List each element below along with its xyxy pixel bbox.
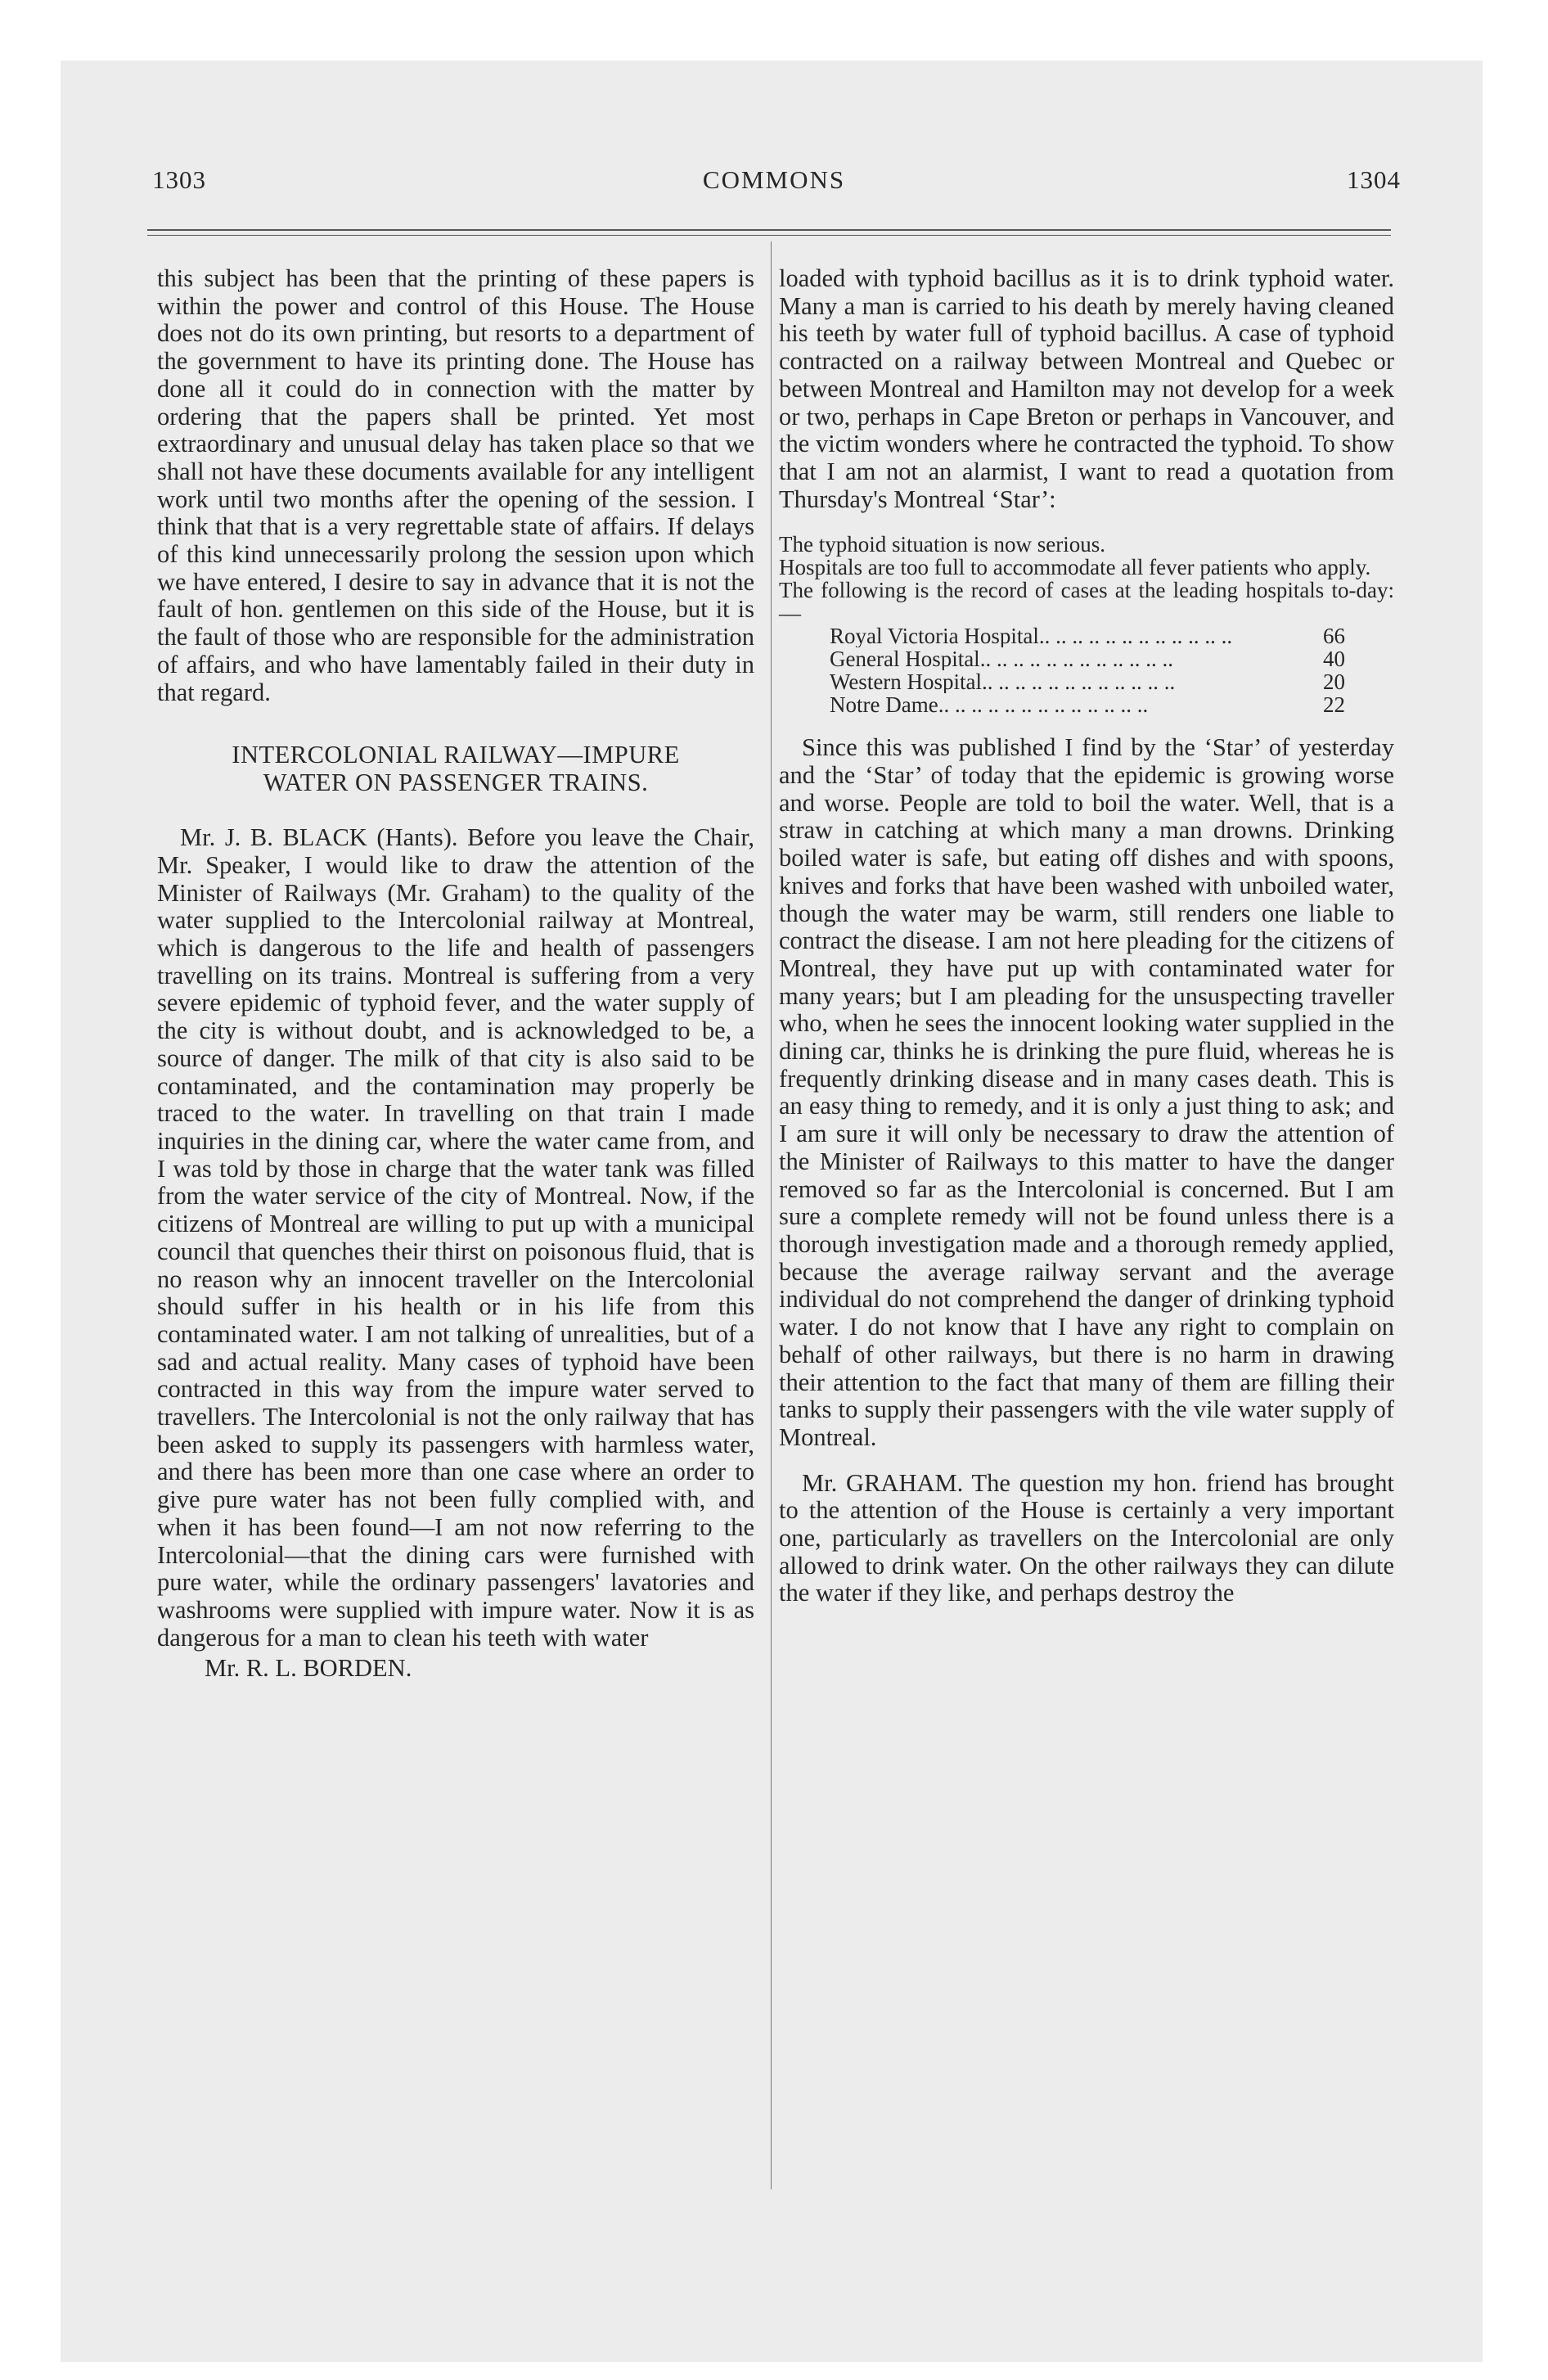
hospital-name: Notre Dame.. .. .. .. .. .. .. .. .. .. .. .. ..	[830, 693, 1149, 717]
case-count: 20	[1323, 669, 1345, 695]
quote-line: Hospitals are too full to accommodate all fever patients who apply.	[779, 555, 1371, 580]
section-heading-line-1: INTERCOLONIAL RAILWAY—IMPURE	[232, 741, 680, 769]
paragraph-graham-reply: Mr. GRAHAM. The question my hon. friend has brought to the attention of the House is certainly a very important one, particularly as travellers on the Intercolonial are only allowed to drink water. On the other railways they can dilute the water if they like, and perhaps destroy the	[779, 1468, 1394, 1607]
table-row	[830, 693, 1394, 716]
hospital-name: General Hospital.. .. .. .. .. .. .. .. .. .. .. ..	[830, 647, 1173, 671]
paragraph-continued-speech: loaded with typhoid bacillus as it is to drink typhoid water. Many a man is carried to his death by merely having cleaned his teeth by water full of typhoid bacillus. A case of typhoid contracted on a railway between Montreal and Quebec or between Montreal and Hamilton may not develop for a week or two, perhaps in Cape Breton or perhaps in Vancouver, and the victim wonders where he contracted the typhoid. To show that I am not an alarmist, I want to read a quotation from Thursday's Montreal ‘Star’:	[779, 264, 1394, 513]
paragraph-continuation: this subject has been that the printing of these papers is within the power and control of this House. The House does not do its own printing, but resorts to a department of the government to have its printing done. The House has done all it could do in connection with the matter by ordering that the papers shall be printed. Yet most extraordinary and unusual delay has taken place so that we shall not have these documents available for any intelligent work until two months after the opening of the session. I think that that is a very regrettable state of affairs. If delays of this kind unnecessarily prolong the session upon which we have entered, I desire to say in advance that it is not the fault of hon. gentlemen on this side of the House, but it is the fault of those who are responsible for the administration of affairs, and who have lamentably failed in their duty in that regard.	[157, 264, 754, 706]
column-divider	[771, 241, 772, 2189]
page-number-right: 1304	[1347, 165, 1401, 194]
quote-line: The following is the record of cases at the leading hospitals to-day:—	[779, 578, 1394, 626]
speaker-signature: Mr. R. L. BORDEN.	[205, 1654, 412, 1683]
newspaper-quotation	[779, 533, 1394, 716]
section-heading-line-2: WATER ON PASSENGER TRAINS.	[263, 769, 649, 797]
table-row	[830, 670, 1394, 693]
paragraph-after-quote: Since this was published I find by the ‘Star’ of yesterday and the ‘Star’ of today that the epidemic is growing worse and worse. People are told to boil the water. Well, that is a straw in catching at which many a man drowns. Drinking boiled water is safe, but eating off dishes and with spoons, knives and forks that have been washed with unboiled water, though the water may be warm, still renders one liable to contract the disease. I am not here pleading for the citizens of Montreal, they have put up with contaminated water for many years; but I am pleading for the unsuspecting traveller who, when he sees the innocent looking water supplied in the dining car, thinks he is drinking the pure fluid, whereas he is frequently drinking disease and in many cases death. This is an easy thing to remedy, and it is only a just thing to ask; and I am sure it will only be necessary to draw the attention of the Minister of Railways to this matter to have the danger removed so far as the Intercolonial is concerned. But I am sure a complete remedy will not be found unless there is a thorough investigation made and a thorough remedy applied, because the average railway servant and the average individual do not comprehend the danger of drinking typhoid water. I do not know that I have any right to complain on behalf of other railways, but there is no harm in drawing their attention to the fact that many of them are filling their tanks to supply their passengers with the vile water supply of Montreal.	[779, 733, 1394, 1451]
header-rule-thin	[147, 235, 1391, 236]
paragraph-black-speech: Mr. J. B. BLACK (Hants). Before you leave the Chair, Mr. Speaker, I would like to draw the attention of the Minister of Railways (Mr. Graham) to the quality of the water supplied to the Intercolonial railway at Montreal, which is dangerous to the life and health of passengers travelling on its trains. Montreal is suffering from a very severe epidemic of typhoid fever, and the water supply of the city is without doubt, and is acknowledged to be, a source of danger. The milk of that city is also said to be contaminated, and the contamination may properly be traced to the water. In travelling on that train I made inquiries in the dining car, where the water came from, and I was told by those in charge that the water tank was filled from the water service of the city of Montreal. Now, if the citizens of Montreal are willing to put up with a municipal council that quenches their thirst on poisonous fluid, that is no reason why an innocent traveller on the Intercolonial should suffer in his health or in his life from this contaminated water. I am not talking of unrealities, but of a sad and actual reality. Many cases of typhoid have been contracted in this way from the impure water served to travellers. The Intercolonial is not the only railway that has been asked to supply its passengers with harmless water, and there has been more than one case where an order to give pure water has not been fully complied with, and when it has been found—I am not now referring to the Intercolonial—that the dining cars were furnished with pure water, while the ordinary passengers' lavatories and washrooms were supplied with impure water. Now it is as dangerous for a man to clean his teeth with water	[157, 823, 754, 1652]
hospital-name: Western Hospital.. .. .. .. .. .. .. .. .. .. .. ..	[830, 670, 1176, 694]
left-column	[157, 265, 754, 1683]
case-count: 22	[1323, 692, 1345, 718]
right-column	[779, 265, 1394, 1607]
page-number-left: 1303	[152, 165, 206, 194]
section-heading	[157, 741, 754, 796]
hospital-case-table	[830, 624, 1394, 716]
table-row	[830, 624, 1394, 647]
running-head-title: COMMONS	[702, 165, 846, 194]
case-count: 40	[1323, 647, 1345, 672]
header-rule-thick	[147, 229, 1391, 231]
hospital-name: Royal Victoria Hospital.. .. .. .. .. .. .. .. .. .. .. ..	[830, 624, 1233, 648]
quote-line: The typhoid situation is now serious.	[779, 532, 1105, 557]
case-count: 66	[1323, 624, 1345, 649]
table-row	[830, 647, 1394, 670]
